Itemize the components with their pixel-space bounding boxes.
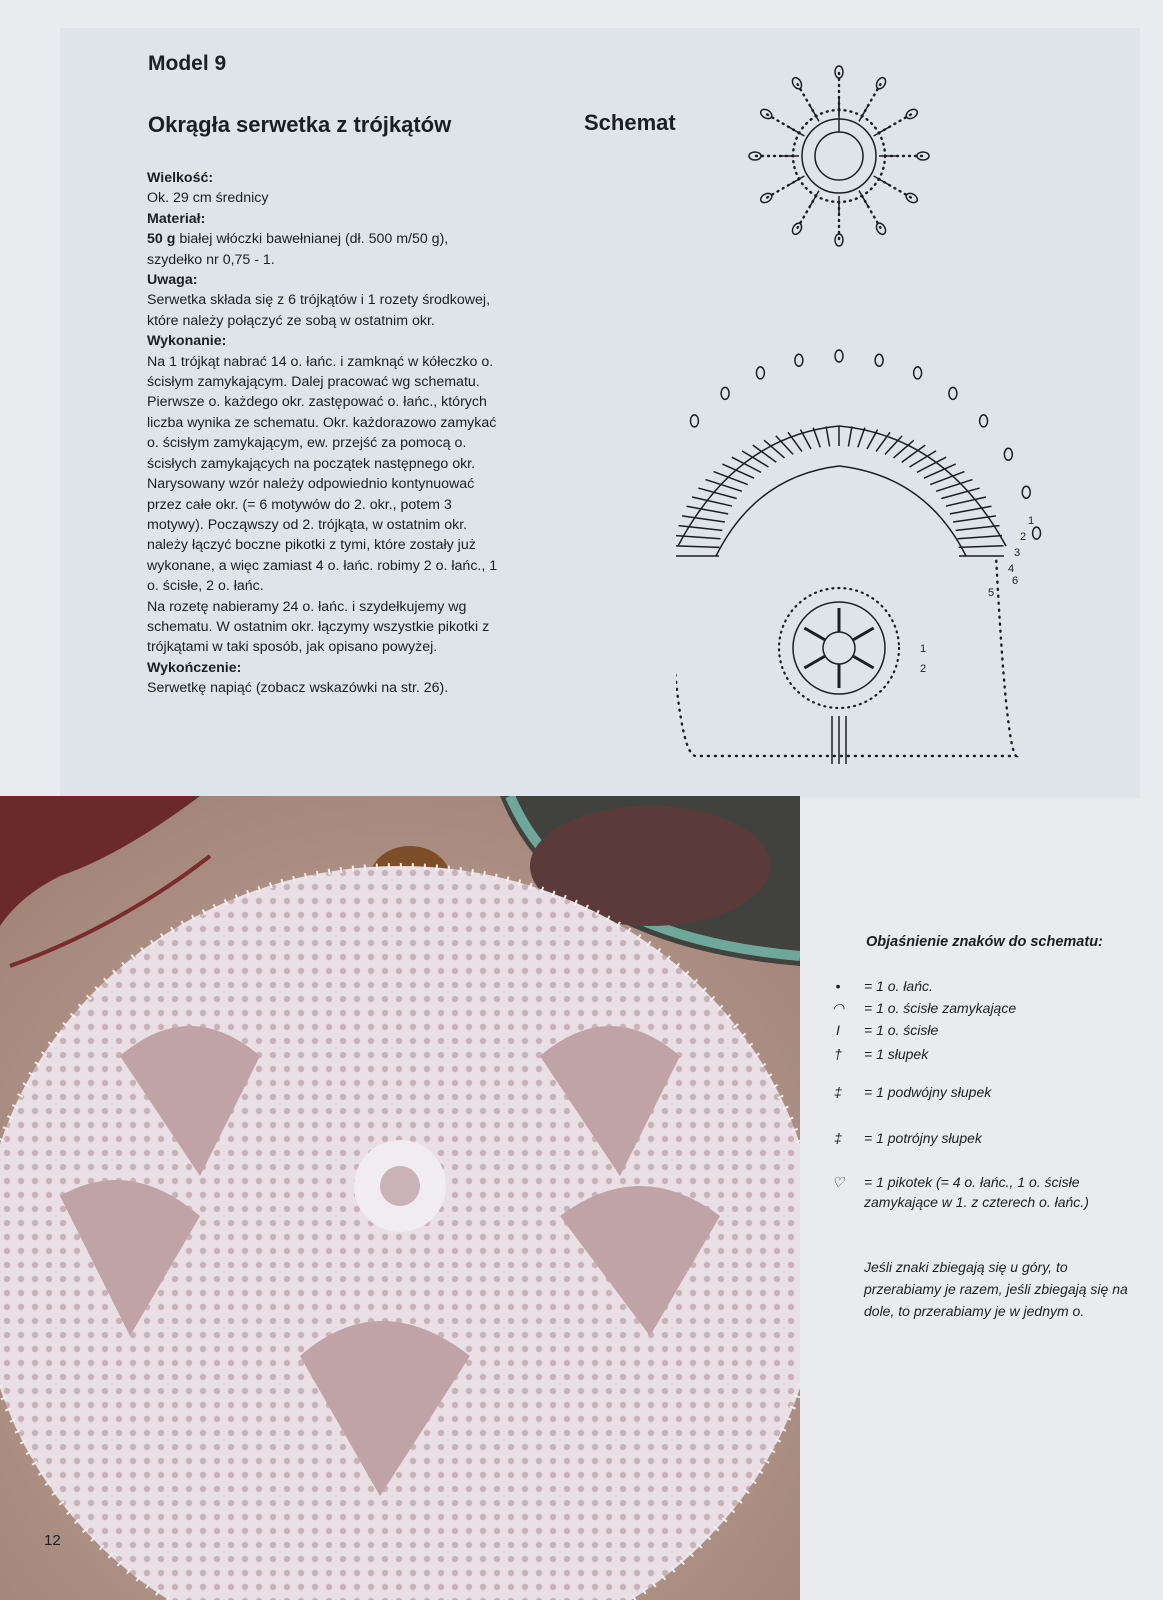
triangle-motif — [676, 350, 1041, 764]
execution-rosette-text: Na rozetę nabieramy 24 o. łańc. i szydełkujemy wg schematu. W ostatnim okr. łączymy wszystkie pikotki z trójkątami w taki sposób, jak opisano powyżej. — [147, 598, 490, 656]
arch-stitch — [958, 536, 1002, 539]
size-heading: Wielkość: — [147, 170, 214, 186]
arch-stitch — [826, 426, 830, 446]
picot-icon — [1004, 448, 1012, 460]
material-weight: 50 g — [147, 231, 176, 248]
star-ray — [853, 656, 874, 668]
arch-stitch — [941, 488, 979, 498]
note-heading: Uwaga: — [147, 272, 198, 289]
picot-icon — [690, 415, 698, 427]
arch-stitch — [687, 506, 729, 514]
picot-icon — [1022, 486, 1030, 498]
arch-stitch — [692, 497, 732, 506]
legend-title: Objaśnienie znaków do schematu: — [866, 934, 1103, 950]
star-ray — [804, 628, 825, 640]
chain-dot-icon: • — [835, 978, 841, 994]
material-text: białej włóczki bawełnianej (dł. 500 m/50 g), szydełko nr 0,75 - 1. — [147, 231, 449, 268]
treble-crochet-icon: ‡ — [834, 1084, 842, 1100]
arch-stitch — [682, 516, 725, 522]
finish-text: Serwetkę napiąć (zobacz wskazówki na str. 26). — [147, 680, 449, 697]
picot-icon — [980, 415, 988, 427]
row-number: 4 — [1008, 563, 1015, 575]
double-crochet-icon: † — [834, 1046, 842, 1062]
row-number: 5 — [988, 587, 995, 599]
schema-title: Schemat — [584, 110, 676, 135]
picot-icon — [756, 367, 764, 379]
size-text: Ok. 29 cm średnicy — [147, 190, 269, 207]
arch-stitch — [679, 526, 723, 531]
execution-text: Na 1 trójkąt nabrać 14 o. łańc. i zamknąć w kółeczko o. ścisłym zamykającym. Dalej pracować wg schematu. Pierwsze o. każdego okr. zastępować o. łańc., których liczba wynika ze schematu. Okr. każdorazowo zamykać o. ścisłym zamykającym, ew. przejść za pomocą o. ścisłych zamykających na początek następnego okr. Narysowany wzór należy odpowiednio kontynuować przez całe okr. (= 6 motywów do 2. okr., potem 3 motywy). Począwszy od 2. trójkąta, w ostatnim okr. należy łączyć boczne pikotki z tymi, które zostały już wykonane, a więc zamiast 4 o. łańc. robimy 2 o. łańc., 1 o. ścisłe, 2 o. łańc. — [147, 353, 498, 595]
crochet-schema-diagram — [676, 36, 1096, 792]
material-paragraph — [147, 229, 507, 270]
picot-icon — [949, 387, 957, 399]
material-heading: Materiał: — [147, 210, 206, 227]
lace-doily — [0, 866, 800, 1600]
arch-stitch — [858, 428, 865, 448]
rosette-motif — [749, 66, 929, 246]
arch-stitch — [848, 426, 852, 446]
star-ray — [853, 628, 874, 640]
slip-stitch-closing-icon: ◠ — [831, 1000, 845, 1016]
picot-icon: ♡ — [831, 1174, 845, 1190]
page-number: 12 — [44, 1532, 61, 1549]
note-text: Serwetka składa się z 6 trójkątów i 1 rozety środkowej, które należy połączyć ze sobą w ostatnim okr. — [147, 292, 491, 329]
arch-stitch — [813, 428, 820, 448]
rosette-row-number: 1 — [920, 643, 927, 655]
picot-icon — [721, 387, 729, 399]
page-title: Okrągła serwetka z trójkątów — [148, 112, 452, 137]
finish-heading: Wykończenie: — [147, 659, 242, 676]
picot-icon — [1033, 527, 1041, 539]
legend-note: Jeśli znaki zbiegają się u góry, to przerabiamy je razem, jeśli zbiegają się na dole, to przerabiamy je w jednym o. — [864, 1259, 1128, 1319]
triple-treble-icon: ‡ — [834, 1130, 842, 1146]
rosette-row-number: 2 — [920, 663, 927, 675]
arch-stitch — [676, 546, 719, 548]
arch-stitch — [698, 488, 736, 498]
model-title: Model 9 — [148, 52, 227, 75]
picot-icon — [914, 367, 922, 379]
instructions — [147, 168, 507, 699]
execution-heading: Wykonanie: — [147, 333, 227, 350]
rosette-points — [749, 66, 929, 246]
arch-stitch — [959, 546, 1004, 548]
arch-stitch — [776, 436, 793, 454]
star-ray — [804, 656, 825, 668]
doily-photo — [0, 796, 800, 1600]
arch-stitch — [956, 526, 1000, 531]
picot-icon — [875, 354, 883, 366]
inner-star — [804, 608, 873, 688]
row-number: 2 — [1020, 531, 1027, 543]
picot-icon — [835, 350, 843, 362]
row-number: 1 — [1028, 515, 1035, 527]
row-number: 3 — [1014, 547, 1021, 559]
single-crochet-icon: I — [836, 1022, 840, 1038]
picot-icon — [795, 354, 803, 366]
row-number: 6 — [1012, 575, 1019, 587]
